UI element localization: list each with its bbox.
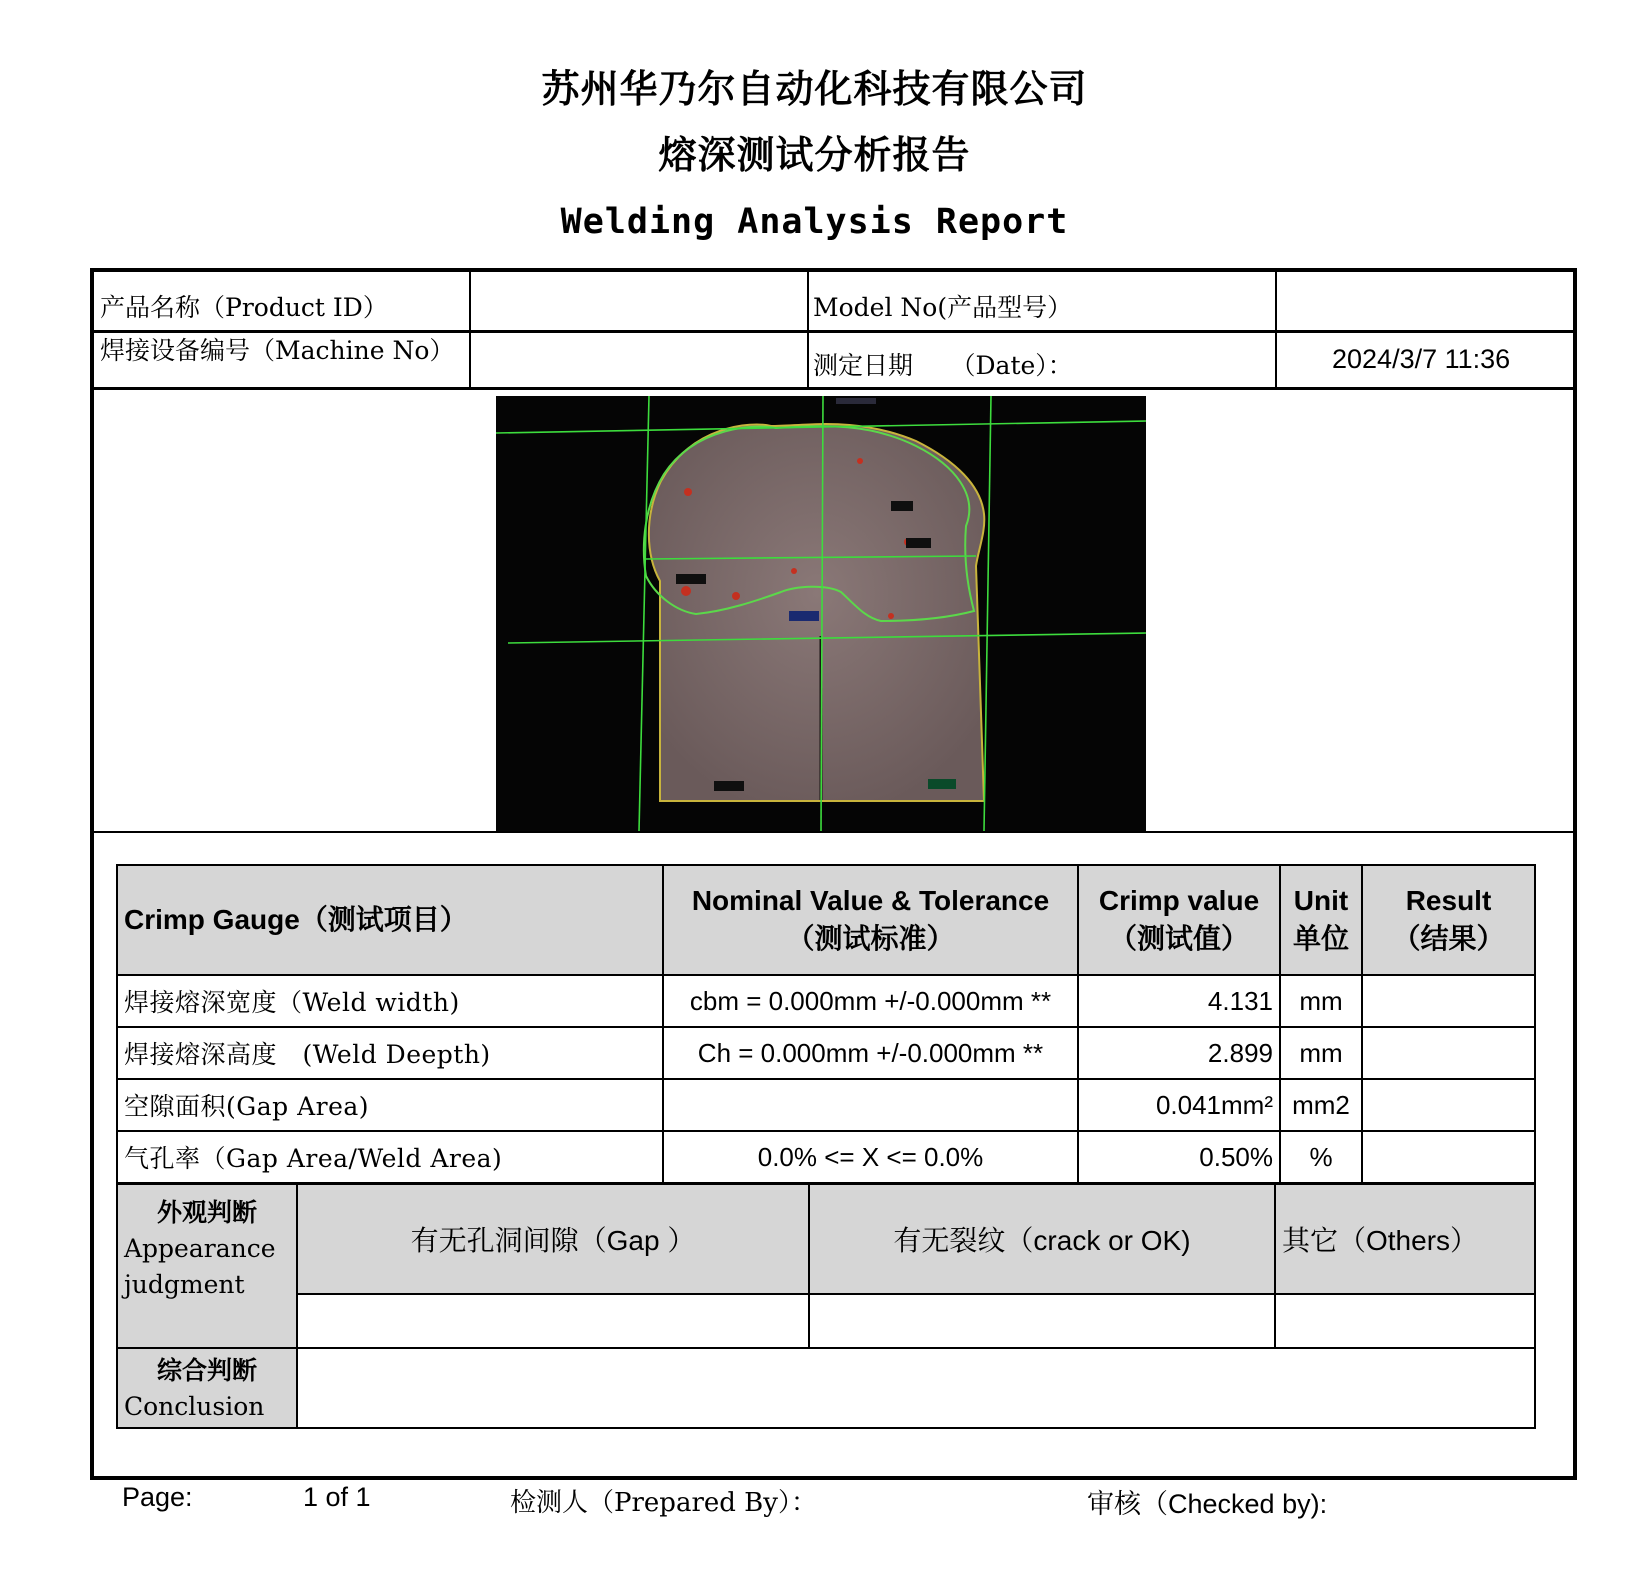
prepared-by-label: 检测人（Prepared By）： xyxy=(510,1488,817,1518)
row-unit: mm2 xyxy=(1280,1079,1362,1131)
header-unit xyxy=(1280,865,1362,975)
model-no-label: Model No(产品型号） xyxy=(813,293,1073,322)
pore-mark xyxy=(681,586,691,596)
header-result-cn: （结果） xyxy=(1392,923,1505,954)
table-row xyxy=(117,1079,1535,1131)
table-row xyxy=(117,1027,1535,1079)
row-unit: mm xyxy=(1280,975,1362,1027)
appearance-header-row xyxy=(117,1184,1535,1294)
date-value: 2024/3/7 11:36 xyxy=(1332,344,1511,374)
row-nominal: cbm = 0.000mm +/-0.000mm ** xyxy=(663,975,1078,1027)
header-result-en: Result xyxy=(1405,885,1492,916)
company-name: 苏州华乃尔自动化科技有限公司 xyxy=(541,66,1088,111)
header-value-en: Crimp value xyxy=(1098,885,1260,916)
info-row-divider xyxy=(92,330,1577,333)
guide-line-v3 xyxy=(984,396,991,831)
info-col-divider xyxy=(807,270,809,389)
row-result[interactable] xyxy=(1362,1131,1535,1183)
info-col-divider xyxy=(469,270,471,389)
header-nominal xyxy=(663,865,1078,975)
others-header: 其它（Others） xyxy=(1275,1184,1535,1294)
pore-mark xyxy=(684,488,692,496)
date-label: 测定日期 （Date）： xyxy=(813,351,1073,380)
appearance-label-cn: 外观判断 xyxy=(156,1198,257,1227)
header-value-cn: （测试值） xyxy=(1108,923,1249,954)
pore-mark xyxy=(791,568,797,574)
measure-tag xyxy=(714,781,744,791)
info-bottom-border xyxy=(92,387,1577,390)
gap-value-cell[interactable] xyxy=(297,1294,809,1348)
row-item: 焊接熔深宽度（Weld width) xyxy=(117,975,663,1027)
conclusion-label xyxy=(117,1348,297,1428)
conclusion-row xyxy=(117,1348,1535,1428)
product-id-label: 产品名称（Product ID） xyxy=(100,293,388,322)
gap-header: 有无孔洞间隙（Gap ） xyxy=(297,1184,809,1294)
row-nominal: Ch = 0.000mm +/-0.000mm ** xyxy=(663,1027,1078,1079)
weld-cross-section-image xyxy=(496,396,1146,831)
pore-mark xyxy=(888,613,894,619)
row-unit: % xyxy=(1280,1131,1362,1183)
row-nominal xyxy=(663,1079,1078,1131)
info-col-divider xyxy=(1275,270,1277,389)
report-title-cn: 熔深测试分析报告 xyxy=(658,132,971,177)
pore-mark xyxy=(732,592,740,600)
row-result[interactable] xyxy=(1362,1027,1535,1079)
crack-header: 有无裂纹（crack or OK) xyxy=(809,1184,1275,1294)
row-nominal: 0.0% <= X <= 0.0% xyxy=(663,1131,1078,1183)
measurement-table xyxy=(116,864,1536,1184)
measure-tag xyxy=(836,398,876,404)
checked-by-label: 审核（Checked by): xyxy=(1087,1489,1328,1519)
table-row xyxy=(117,975,1535,1027)
guide-line-v1 xyxy=(639,396,649,831)
measure-tag xyxy=(891,501,913,511)
image-area-bottom-border xyxy=(92,831,1577,833)
appearance-label-en2: judgment xyxy=(124,1270,245,1299)
row-result[interactable] xyxy=(1362,975,1535,1027)
appearance-table xyxy=(116,1183,1536,1429)
row-value: 0.041mm² xyxy=(1078,1079,1280,1131)
header-unit-cn: 单位 xyxy=(1292,923,1349,954)
header-crimp-value xyxy=(1078,865,1280,975)
others-value-cell[interactable] xyxy=(1275,1294,1535,1348)
conclusion-label-cn: 综合判断 xyxy=(156,1356,257,1385)
measure-tag xyxy=(906,538,931,548)
page-value: 1 of 1 xyxy=(303,1482,371,1512)
header-nominal-cn: （测试标准） xyxy=(786,923,955,954)
page-label: Page: xyxy=(122,1482,193,1512)
header-nominal-en: Nominal Value & Tolerance xyxy=(691,885,1050,916)
measure-tag xyxy=(676,574,706,584)
report-title-en: Welding Analysis Report xyxy=(560,202,1069,242)
header-unit-en: Unit xyxy=(1293,885,1349,916)
header-crimp-gauge: Crimp Gauge（测试项目） xyxy=(117,865,663,975)
row-value: 4.131 xyxy=(1078,975,1280,1027)
row-item: 焊接熔深高度 (Weld Deepth) xyxy=(117,1027,663,1079)
row-value: 2.899 xyxy=(1078,1027,1280,1079)
conclusion-value-cell[interactable] xyxy=(297,1348,1535,1428)
row-item: 空隙面积(Gap Area) xyxy=(117,1079,663,1131)
appearance-label xyxy=(117,1184,297,1348)
row-unit: mm xyxy=(1280,1027,1362,1079)
measure-tag xyxy=(789,611,819,621)
row-value: 0.50% xyxy=(1078,1131,1280,1183)
header-result xyxy=(1362,865,1535,975)
measure-tag xyxy=(928,779,956,789)
appearance-label-en1: Appearance xyxy=(124,1234,276,1263)
table-row xyxy=(117,1131,1535,1183)
conclusion-label-en: Conclusion xyxy=(124,1392,265,1421)
machine-no-label: 焊接设备编号（Machine No） xyxy=(100,336,455,365)
table-header-row xyxy=(117,865,1535,975)
crack-value-cell[interactable] xyxy=(809,1294,1275,1348)
appearance-value-row xyxy=(117,1294,1535,1348)
row-item: 气孔率（Gap Area/Weld Area) xyxy=(117,1131,663,1183)
row-result[interactable] xyxy=(1362,1079,1535,1131)
pore-mark xyxy=(857,458,863,464)
